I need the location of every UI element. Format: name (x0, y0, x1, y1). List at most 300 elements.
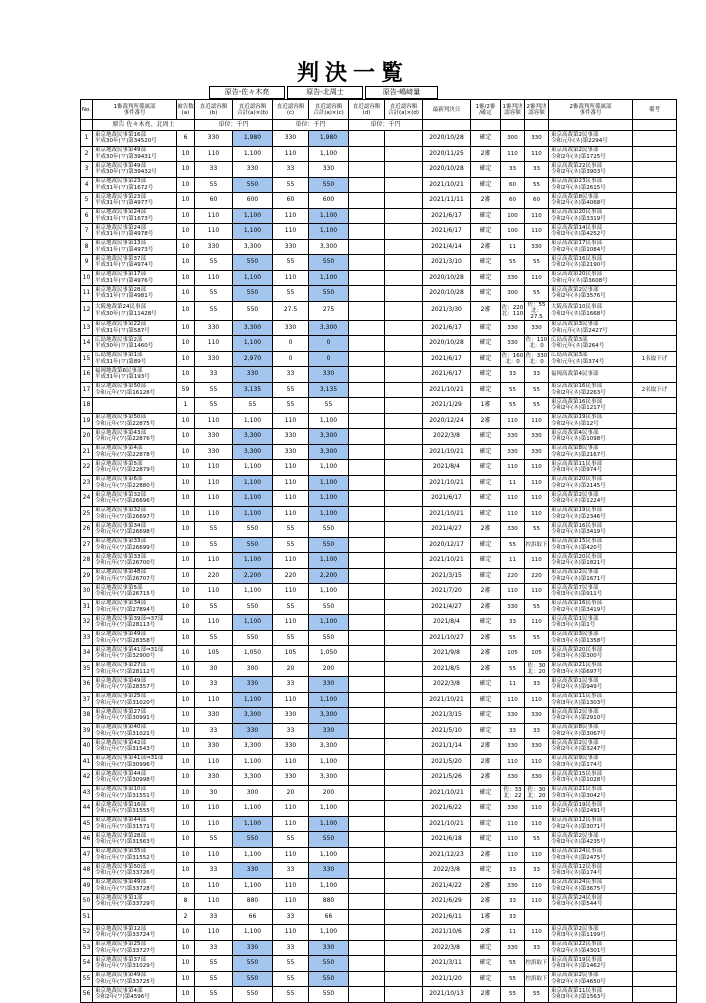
court1-case: 東京地裁民事第4部 令和元年(ワ)第22878号 (93, 444, 177, 460)
table-row (81, 475, 677, 491)
status: 確定 (471, 460, 501, 476)
court2-case: 東京高裁第15民事部 令和3年(ネ)第1028号 (549, 770, 633, 786)
latest-date: 2021/8/4 (423, 615, 471, 631)
header-court1: 1審裁判所係属部 事件番号 (93, 100, 177, 120)
first-amount: 55 (501, 971, 525, 987)
amount-c: 55 (273, 630, 309, 646)
amount-d (349, 723, 385, 739)
row-no: 3 (81, 162, 93, 178)
second-amount: 220 (525, 568, 549, 584)
court1-case: 東京地裁民事第27部 令和元年(ワ)第28112号 (93, 661, 177, 677)
status: 確定 (471, 475, 501, 491)
second-amount: 330 (525, 444, 549, 460)
amount-b: 330 (195, 131, 233, 147)
second-amount: 110 (525, 816, 549, 832)
total-ad (385, 553, 423, 569)
court1-case: 東京地裁民事第48部 令和元年(ワ)第26707号 (93, 568, 177, 584)
second-amount: 110 (525, 925, 549, 941)
row-no: 8 (81, 239, 93, 255)
table-row (81, 460, 677, 476)
first-amount: 330 (501, 270, 525, 286)
first-amount: 60 (501, 193, 525, 209)
latest-date: 2021/6/17 (423, 224, 471, 240)
amount-b: 33 (195, 162, 233, 178)
row-no: 52 (81, 925, 93, 941)
first-amount: 110 (501, 491, 525, 507)
defendant-count: 1 (177, 398, 195, 414)
total-ac: 3,300 (309, 320, 349, 336)
defendant-count: 10 (177, 429, 195, 445)
amount-b: 110 (195, 208, 233, 224)
amount-d (349, 351, 385, 367)
row-no: 7 (81, 224, 93, 240)
court2-case: 東京高裁第22民事部 令和2年(ネ)第4301号 (549, 940, 633, 956)
second-amount: 55 (525, 987, 549, 1003)
total-ab: 1,980 (233, 131, 273, 147)
status: 確定 (471, 270, 501, 286)
amount-c: 330 (273, 444, 309, 460)
units-row (81, 120, 677, 131)
first-amount: 110 (501, 460, 525, 476)
defendant-count: 10 (177, 692, 195, 708)
first-amount: 300 (501, 131, 525, 147)
total-ab: 550 (233, 956, 273, 972)
total-ac: 3,300 (309, 444, 349, 460)
second-amount: 110 (525, 894, 549, 910)
court2-case: 東京高裁第21民事部 令和3年(ネ)第697号 (549, 661, 633, 677)
status: 2審 (471, 413, 501, 429)
first-amount: 330 (501, 801, 525, 817)
latest-date: 2021/5/20 (423, 754, 471, 770)
header-second-amount: 2審判決 認容額 (525, 100, 549, 120)
court2-case: 東京高裁第16民事部 令和2年(ネ)第3419号 (549, 599, 633, 615)
total-ad (385, 301, 423, 320)
amount-b: 110 (195, 475, 233, 491)
latest-date: 2021/3/15 (423, 568, 471, 584)
status: 2審 (471, 878, 501, 894)
total-ac: 1,050 (309, 646, 349, 662)
total-ad (385, 739, 423, 755)
total-ac: 1,100 (309, 413, 349, 429)
amount-c: 110 (273, 692, 309, 708)
remarks (633, 615, 677, 631)
amount-b: 110 (195, 692, 233, 708)
status: 確定 (471, 537, 501, 553)
court2-case: 東京高裁第2民事部 令和2年(ネ)第1671号 (549, 568, 633, 584)
second-amount: 33 (525, 863, 549, 879)
second-amount: 佐：30 北：20 (525, 785, 549, 801)
total-ad (385, 584, 423, 600)
amount-c: 55 (273, 398, 309, 414)
total-ac: 1,100 (309, 491, 349, 507)
defendant-count: 10 (177, 754, 195, 770)
header-total-ac: 直近認容額 合計(a)×(c) (309, 100, 349, 120)
court1-case: 東京地裁民事第49部 令和元年(ワ)第28357号 (93, 677, 177, 693)
total-ad (385, 351, 423, 367)
court1-case: 大阪地裁第24民事部 平成30年(ワ)第11428号 (93, 301, 177, 320)
second-amount: 330 (525, 131, 549, 147)
total-ad (385, 615, 423, 631)
amount-b: 55 (195, 537, 233, 553)
total-ad (385, 522, 423, 538)
latest-date: 2021/4/27 (423, 522, 471, 538)
row-no: 44 (81, 801, 93, 817)
total-ab: 1,100 (233, 208, 273, 224)
amount-c: 20 (273, 785, 309, 801)
row-no: 49 (81, 878, 93, 894)
amount-d (349, 255, 385, 271)
amount-d (349, 522, 385, 538)
total-ab: 3,300 (233, 444, 273, 460)
amount-d (349, 382, 385, 398)
status: 確定 (471, 615, 501, 631)
status: 確定 (471, 255, 501, 271)
amount-b: 330 (195, 429, 233, 445)
total-ac: 1,100 (309, 224, 349, 240)
status: 確定 (471, 429, 501, 445)
amount-d (349, 677, 385, 693)
latest-date: 2021/5/10 (423, 723, 471, 739)
latest-date: 2020/12/17 (423, 537, 471, 553)
latest-date: 2020/10/28 (423, 162, 471, 178)
amount-c: 110 (273, 894, 309, 910)
defendant-count: 10 (177, 460, 195, 476)
table-row (81, 785, 677, 801)
total-ab: 2,200 (233, 568, 273, 584)
amount-b: 55 (195, 987, 233, 1003)
status: 確定 (471, 162, 501, 178)
amount-b: 110 (195, 925, 233, 941)
court2-case: 東京高裁第16民事部 令和2年(ネ)第2263号 (549, 382, 633, 398)
court1-case: 東京地裁民事第25部 令和元年(ワ)第31020号 (93, 692, 177, 708)
second-amount: 110 (525, 878, 549, 894)
table-row (81, 177, 677, 193)
amount-c: 330 (273, 239, 309, 255)
row-no: 9 (81, 255, 93, 271)
court1-case: 東京地裁民事第32部 令和元年(ワ)第26696号 (93, 491, 177, 507)
second-amount: 佐：330 北：0 (525, 352, 548, 365)
second-amount: 110 (525, 413, 549, 429)
remarks (633, 413, 677, 429)
table-row (81, 878, 677, 894)
amount-c: 330 (273, 739, 309, 755)
page-title: 判決一覧 (296, 61, 409, 86)
amount-d (349, 894, 385, 910)
table-row (81, 382, 677, 398)
table-row (81, 193, 677, 209)
court2-case: 東京高裁第20民事部 令和2年(ネ)第1821号 (549, 553, 633, 569)
row-no: 45 (81, 816, 93, 832)
defendant-count: 10 (177, 553, 195, 569)
court1-case: 東京地裁民事第10部 令和元年(ワ)第31551号 (93, 785, 177, 801)
row-no: 38 (81, 708, 93, 724)
remarks (633, 568, 677, 584)
latest-date: 2020/10/28 (423, 131, 471, 147)
court2-case: 東京高裁第22民事部 令和2年(ネ)第3903号 (549, 162, 633, 178)
table-row (81, 925, 677, 941)
court2-case: 東京高裁第2民事部 令和3年(ネ)第1199号 (549, 925, 633, 941)
total-ac: 1,100 (309, 146, 349, 162)
table-row (81, 847, 677, 863)
amount-b: 33 (195, 367, 233, 383)
total-ad (385, 894, 423, 910)
defendant-count: 10 (177, 770, 195, 786)
remarks (633, 956, 677, 972)
total-ac: 880 (309, 894, 349, 910)
amount-d (349, 336, 385, 352)
court1-case (93, 909, 177, 925)
defendant-count: 10 (177, 522, 195, 538)
status: 確定 (471, 336, 501, 352)
amount-c: 110 (273, 413, 309, 429)
amount-d (349, 971, 385, 987)
amount-d (349, 131, 385, 147)
second-amount: 105 (525, 646, 549, 662)
table-row (81, 336, 677, 352)
remarks (633, 301, 677, 320)
latest-date: 2022/3/8 (423, 677, 471, 693)
total-ab: 3,300 (233, 708, 273, 724)
court1-case: 東京地裁民事第17部 平成31年(ワ)第4976号 (93, 270, 177, 286)
total-ab: 1,050 (233, 646, 273, 662)
total-ad (385, 382, 423, 398)
first-amount: 330 (501, 708, 525, 724)
table-row (81, 413, 677, 429)
second-amount: 55 (525, 832, 549, 848)
first-amount: 11 (501, 677, 525, 693)
court2-case (549, 909, 633, 925)
status: 2審 (471, 146, 501, 162)
court1-case: 東京地裁民事第23部 平成31年(ワ)第4977号 (93, 193, 177, 209)
amount-c: 55 (273, 987, 309, 1003)
row-no: 34 (81, 646, 93, 662)
table-row (81, 661, 677, 677)
total-ab: 1,100 (233, 615, 273, 631)
total-ac: 1,100 (309, 208, 349, 224)
total-ac: 330 (309, 723, 349, 739)
total-ad (385, 162, 423, 178)
second-amount: 55 (525, 286, 549, 302)
total-ab: 1,100 (233, 336, 273, 352)
total-ad (385, 770, 423, 786)
table-row (81, 131, 677, 147)
remarks (633, 177, 677, 193)
amount-c: 110 (273, 270, 309, 286)
latest-date: 2021/10/21 (423, 785, 471, 801)
total-ac: 1,100 (309, 584, 349, 600)
latest-date: 2021/10/21 (423, 177, 471, 193)
court2-case: 広島高裁第3部 令和元年(ネ)第374号 (549, 351, 633, 367)
remarks (633, 801, 677, 817)
first-amount: 11 (501, 239, 525, 255)
latest-date: 2021/4/14 (423, 239, 471, 255)
latest-date: 2022/3/8 (423, 940, 471, 956)
row-no: 54 (81, 956, 93, 972)
row-no: 17 (81, 382, 93, 398)
court2-case: 東京高裁第2民事部 令和2年(ネ)第1224号 (549, 491, 633, 507)
defendant-count: 10 (177, 708, 195, 724)
table-row (81, 708, 677, 724)
status: 確定 (471, 568, 501, 584)
latest-date: 2020/12/24 (423, 413, 471, 429)
table-row (81, 754, 677, 770)
remarks (633, 131, 677, 147)
row-no: 48 (81, 863, 93, 879)
amount-c: 33 (273, 162, 309, 178)
court1-case: 東京地裁民事第50部 令和元年(ワ)第22875号 (93, 413, 177, 429)
total-ab: 1,100 (233, 506, 273, 522)
amount-d (349, 816, 385, 832)
row-no: 1 (81, 131, 93, 147)
amount-c: 55 (273, 286, 309, 302)
table-row (81, 692, 677, 708)
amount-c: 330 (273, 770, 309, 786)
total-ac: 66 (309, 909, 349, 925)
court1-case: 東京地裁民事第13部 平成31年(ワ)第4973号 (93, 239, 177, 255)
total-ab: 3,300 (233, 739, 273, 755)
plaintiff-group-1: 原告-佐々木亮 (209, 86, 285, 99)
total-ad (385, 940, 423, 956)
total-ac: 55 (309, 398, 349, 414)
total-ac: 1,100 (309, 801, 349, 817)
amount-c: 330 (273, 131, 309, 147)
status: 2審 (471, 630, 501, 646)
court1-case: 東京地裁民事第12部 令和元年(ワ)第33724号 (93, 925, 177, 941)
first-amount: 110 (501, 692, 525, 708)
total-ad (385, 506, 423, 522)
court1-case: 東京地裁民事第34部 令和元年(ワ)第27894号 (93, 599, 177, 615)
total-ad (385, 208, 423, 224)
table-row (81, 646, 677, 662)
status: 2審 (471, 646, 501, 662)
latest-date: 2021/10/27 (423, 630, 471, 646)
remarks (633, 878, 677, 894)
total-ab: 330 (233, 940, 273, 956)
defendant-count: 10 (177, 413, 195, 429)
total-ad (385, 239, 423, 255)
total-ab: 3,300 (233, 770, 273, 786)
latest-date: 2021/4/22 (423, 878, 471, 894)
total-ac: 1,100 (309, 506, 349, 522)
amount-c: 55 (273, 382, 309, 398)
defendant-count: 10 (177, 255, 195, 271)
remarks (633, 506, 677, 522)
total-ad (385, 832, 423, 848)
amount-b: 55 (195, 971, 233, 987)
table-row (81, 723, 677, 739)
status: 2審 (471, 193, 501, 209)
total-ad (385, 692, 423, 708)
remarks (633, 208, 677, 224)
amount-b: 330 (195, 739, 233, 755)
table-row (81, 770, 677, 786)
remarks: 1名取下げ (633, 351, 677, 367)
court1-case: 東京地裁民事第28部 平成31年(ワ)第4981号 (93, 286, 177, 302)
amount-b: 55 (195, 599, 233, 615)
first-amount: 33 (501, 894, 525, 910)
first-amount: 55 (501, 987, 525, 1003)
amount-b: 110 (195, 460, 233, 476)
amount-b: 33 (195, 909, 233, 925)
second-amount: 110 (525, 146, 549, 162)
row-no: 47 (81, 847, 93, 863)
amount-d (349, 239, 385, 255)
total-ad (385, 801, 423, 817)
second-amount: 110 (525, 491, 549, 507)
total-ac: 330 (309, 863, 349, 879)
court2-case: 東京高裁第19民事部 令和2年(ネ)第2346号 (549, 506, 633, 522)
amount-c: 110 (273, 553, 309, 569)
amount-c: 0 (273, 351, 309, 367)
second-amount: 110 (525, 506, 549, 522)
status: 確定 (471, 131, 501, 147)
remarks (633, 224, 677, 240)
court2-case: 東京高裁第7民事部 令和3年(ネ)第911号 (549, 584, 633, 600)
amount-b: 110 (195, 224, 233, 240)
court1-case: 東京地裁民事第49部 平成30年(ワ)第39432号 (93, 162, 177, 178)
total-ad (385, 413, 423, 429)
total-ab: 880 (233, 894, 273, 910)
total-ad (385, 255, 423, 271)
amount-b: 110 (195, 584, 233, 600)
court2-case: 東京高裁第24民事部 令和3年(ネ)第2475号 (549, 847, 633, 863)
court2-case: 大阪高裁第10民事部 令和2年(ネ)第1668号 (549, 301, 633, 320)
plaintiff-group-3: 原告-嶋﨑量 (365, 86, 438, 99)
court2-case: 東京高裁第16民事部 令和2年(ネ)第3419号 (549, 522, 633, 538)
latest-date: 2020/10/28 (423, 336, 471, 352)
total-ab: 300 (233, 785, 273, 801)
second-amount: 110 (525, 208, 549, 224)
amount-b: 30 (195, 661, 233, 677)
total-ab: 1,100 (233, 475, 273, 491)
defendant-count: 10 (177, 224, 195, 240)
amount-b: 55 (195, 301, 233, 320)
total-ac: 3,300 (309, 770, 349, 786)
total-ab: 1,100 (233, 146, 273, 162)
amount-d (349, 162, 385, 178)
total-ab: 300 (233, 661, 273, 677)
table-row (81, 894, 677, 910)
total-ab: 550 (233, 522, 273, 538)
court2-case: 東京高裁第21民事部 令和3年(ネ)第3042号 (549, 785, 633, 801)
first-amount: 330 (501, 739, 525, 755)
second-amount: 330 (525, 320, 549, 336)
amount-d (349, 301, 385, 320)
defendant-count: 10 (177, 677, 195, 693)
total-ab: 1,100 (233, 878, 273, 894)
total-ad (385, 956, 423, 972)
row-no: 13 (81, 320, 93, 336)
total-ab: 1,100 (233, 224, 273, 240)
total-ab: 1,100 (233, 925, 273, 941)
court1-case: 東京地裁民事第37部 令和元年(ワ)第31029号 (93, 956, 177, 972)
latest-date: 2022/3/8 (423, 863, 471, 879)
row-no: 46 (81, 832, 93, 848)
first-amount: 110 (501, 832, 525, 848)
amount-c: 330 (273, 708, 309, 724)
amount-d (349, 770, 385, 786)
table-row (81, 367, 677, 383)
total-ab: 3,135 (233, 382, 273, 398)
amount-b: 110 (195, 847, 233, 863)
amount-d (349, 801, 385, 817)
court2-case: 東京高裁第2民事部 令和2年(ネ)第1725号 (549, 146, 633, 162)
table-header-row (81, 100, 677, 120)
court1-case: 東京地裁民事第23部 平成31年(ワ)第1672号 (93, 177, 177, 193)
row-no: 20 (81, 429, 93, 445)
latest-date: 2021/1/14 (423, 739, 471, 755)
amount-d (349, 286, 385, 302)
